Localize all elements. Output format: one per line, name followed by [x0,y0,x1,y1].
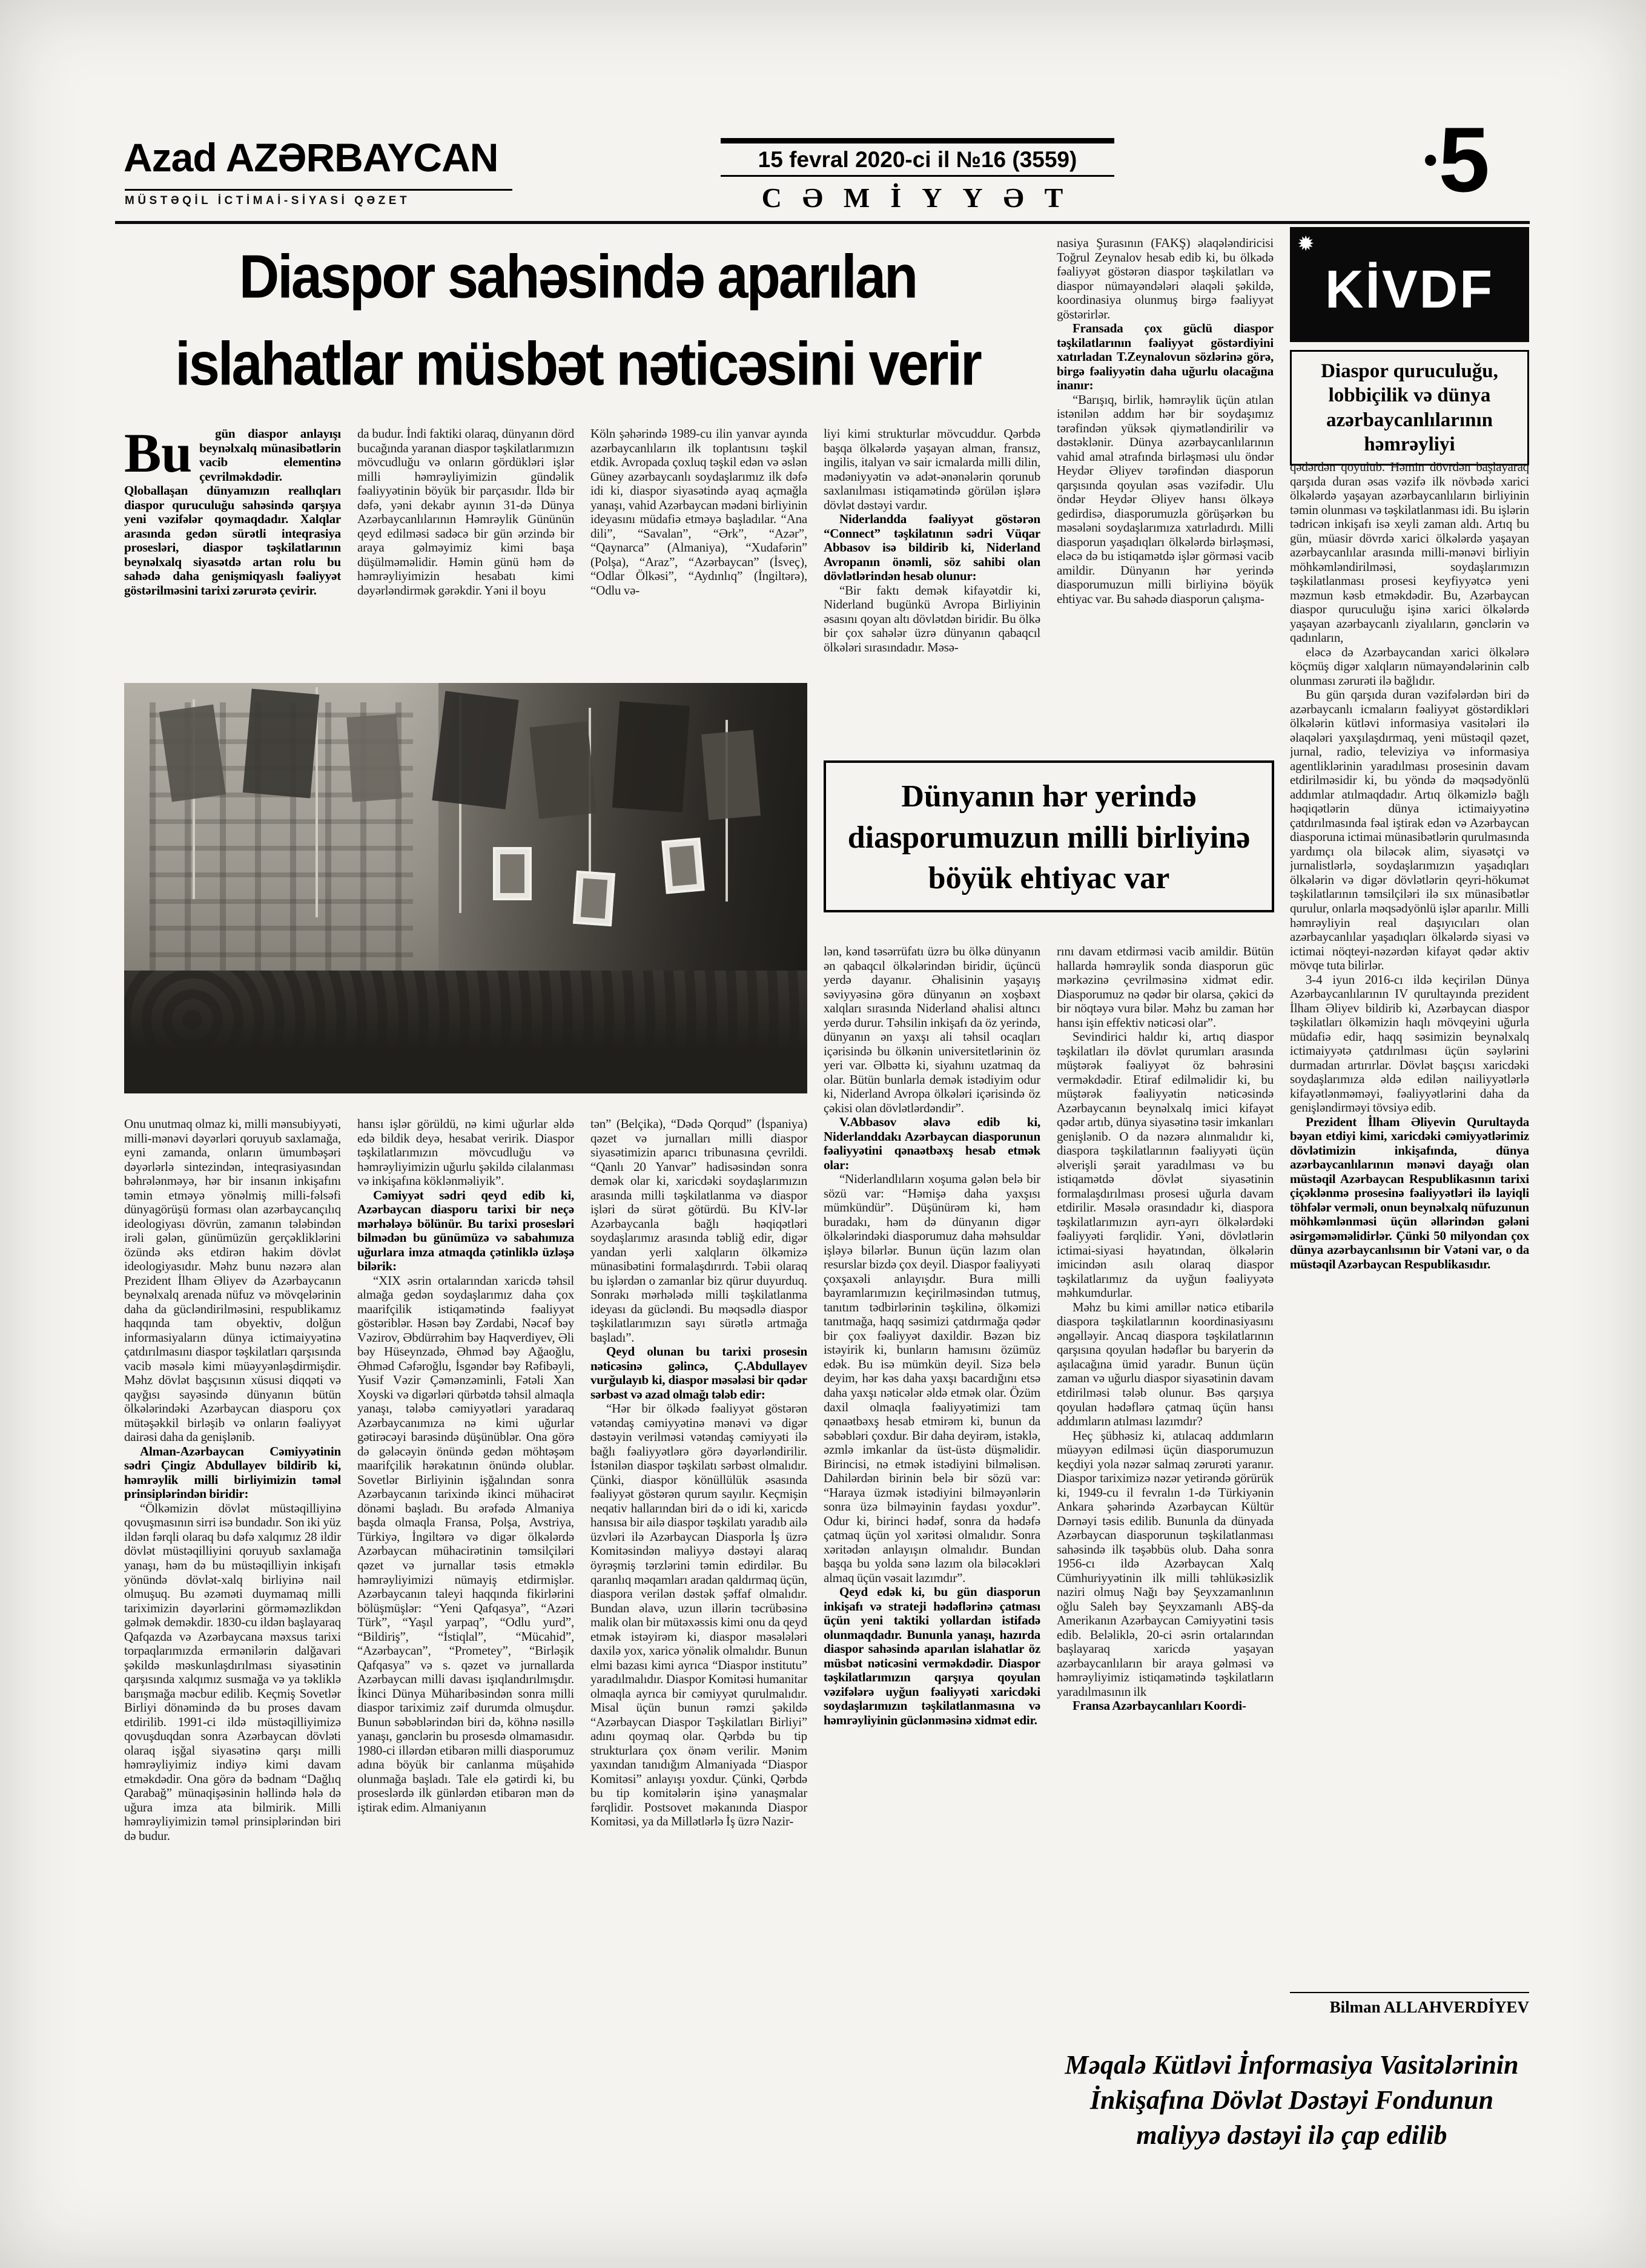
paper-name: Azad AZƏRBAYCAN [124,135,498,180]
lead-headline-line2: islahatlar müsbət nəticəsini verir [175,330,980,398]
second-headline-line1: Dünyanın hər yerində [901,779,1197,814]
paragraph: “Hər bir ölkədə fəaliyyət göstərən vətəndaş cəmiyyətinə mənəvi və digər dəstəyin verilməsi vətəndaş cəmiyyəti ilə bağlı fəaliyyətlərə görə dəyərləndirilir. İstənilən diaspor təşkilatı sərbəst olmalıdır. Çünki, diaspor könüllülük əsasında fəaliyyət göstərən qurum sayılır. Keçmişin neqativ hallarından biri də o idi ki, xaricdə hansısa bir ailə diaspor təşkilatı yaradıb ailə üzvləri ilə Azərbaycan Diasporla İş üzrə Komitəsindən maliyyə dəstəyi alaraq öyrəşmiş tərzlərini təmin edirdilər. Bu qaranlıq məqamları aradan qaldırmaq üçün, diaspora verilən dəstək şəffaf olmalıdır. Bundan əlavə, uzun illərin təcrübəsinə malik olan bir mütəxəssis kimi onu da qeyd etmək istəyirəm ki, diaspor məsələləri daxilə yox, xaricə yönəlik olmalıdır. Bunun elmi bazası kimi ayrıca “Diaspor institutu” yaradılmalıdır. Diaspor Komitəsi humanitar olmaqla ayrıca bir cəmiyyət qurulmalıdır. Misal üçün bunun rəmzi şəkildə “Azərbaycan Diaspor Təşkilatları Birliyi” adını qoymaq olar. Qərbdə bu tip strukturlara çox önəm verilir. Mənim yaxından tanıdığım Almaniyada “Diaspor Komitəsi” anlayışı yoxdur. Çünki, Qərbdə bu tip komitələrin işinə yanaşmalar fərqlidir. Postsovet məkanında Diaspor Komitəsi, ya da Millətlərlə İş üzrə Nazir- [590,1401,807,1829]
placard [661,837,704,894]
page-number [1424,108,1490,211]
funding-line2: İnkişafına Dövlət Dəstəyi Fondunun [1089,2085,1494,2115]
paragraph: Qeyd edək ki, bu gün diasporun inkişafı və strateji hədəflərinə çatması üçün yeni taktiki yollardan istifadə olunmaqdadır. Bununla yanaşı, hazırda diaspor sahəsində aparılan islahatlar öz müsbət nəticəsini verməkdədir. Diaspor təşkilatlarımızın qarşıya qoyulan vəzifələrə uyğun fəaliyyəti xaricdəki soydaşlarımızın təşkilatlanmasına və həmrəyliyinin güclənməsinə xidmət edir. [824,1584,1040,1727]
masthead [115,108,1530,224]
dropcap: Bu [124,427,193,484]
lead-headline-line1: Diaspor sahəsində aparılan [239,243,917,311]
paragraph: da budur. İndi faktiki olaraq, dünyanın dörd bucağında yaranan diaspor təşkilatlarımızın mövcudluğu və onların gördükləri işlər milli həmrəyliyimizin gündəlik fəaliyyətinin böyük bir parçasıdır. İldə bir dəfə, yəni dekabr ayının 31-də Dünya Azərbaycanlılarının Həmrəylik Gününün qeyd edilməsi sadəcə bir gün ərzində bir araya gəlməyimiz kimi başa düşülməməlidir. Həmin günü həm də həmrəyliyimizin hesabatı kimi dəyərləndirmək gərəkdir. Yəni il boyu [357,427,574,598]
paragraph: qədərdən qoyulub. Həmin dövrdən başlayaraq qarşıda duran əsas vəzifə ilk növbədə xarici ölkələrdə yaşayan azərbaycanlıların birliyinin təmin olunması və təşkilatlanması idi. Bu işlərin tədricən inkişafı isə xeyli zaman aldı. Artıq bu gün, müasir dövrdə xarici ölkələrdə yaşayan azərbaycanlılar arasında milli-mənəvi birliyin möhkəmləndirilməsi, soydaşlarımızın təşkilatlanması prosesi keyfiyyətcə yeni məzmun kəsb etməkdədir. Bu, Azərbaycan diaspor quruculuğu işinə xarici ölkələrdə yaşayan azərbaycanlı ziyalıların, gənclərin və qadınların, [1290,460,1529,645]
body-column-3 [590,1117,807,2183]
sidebar-caption: Diaspor quruculuğu, lobbiçilik və dünya azərbaycanlılarının həmrəyliyi [1290,350,1529,466]
lead-column-3 [590,427,807,680]
diaspora-rally-photo [124,683,807,1093]
date-block [721,138,1114,214]
paragraph: Köln şəhərində 1989-cu ilin yanvar ayında azərbaycanlıların ilk toplantısını təşkil etdik. Avropada çoxluq təşkil edən və əslən Güney azərbaycanlı soydaşlarımız ilk dəfə idi ki, diaspor siyasətində ayaq açmağla yanaşı, vahid Azərbaycan mədəni birliyinin ideyasını müdafiə etməyə başladılar. “Ana dili”, “Savalan”, “Ərk”, “Azər”, “Qaynarca” (Almaniya), “Xudafərin” (Polşa), “Araz”, “Azərbaycan” (İsveç), “Odlar Ölkəsi”, “Aydınlıq” (İngiltərə), “Odlu və- [590,427,807,598]
paragraph: nasiya Şurasının (FAKŞ) əlaqələndiricisi Toğrul Zeynalov hesab edib ki, bu ölkədə fəaliyyət göstərən diaspor təşkilatları və diaspor nümayəndələri əlaqəli şəkildə, koordinasiya olunmuş birgə fəaliyyət göstərirlər. [1057,236,1274,321]
paragraph: eləcə də Azərbaycandan xarici ölkələrə köçmüş digər xalqların nümayəndələrinin cəlb olunması zərurəti ilə bağlıdır. [1290,644,1529,688]
paragraph: Bu gün qarşıda duran vəzifələrdən biri də azərbaycanlı icmaların fəaliyyət göstərdikləri ölkələrin kütləvi informasiya vasitələri ilə əlaqələri yaxşılaşdırmaq, yeni müstəqil qəzet, jurnal, radio, televiziya və informasiya agentliklərinin yaradılması prosesinin davam etdirilməsidir ki, bu yöndə də məqsədyönlü addımlar atılmaqdadır. Artıq ölkəmizlə bağlı həqiqətlərin dünya ictimaiyyətinə çatdırılmasında fəal iştirak edən və Azərbaycan diasporuna ictimai münasibətlərin qurulmasında yardımçı ola biləcək alim, siyasətçi və jurnalistlərlə, soydaşlarımızın yaşadıqları ölkələrin və digər dövlətlərin qeyri-hökumət təşkilatlarının təmsilçiləri ilə sıx münasibətlər qurulur, onlarla məqsədyönlü işlər aparılır. Milli həmrəyliyin real daşıyıcıları olan azərbaycanlılar yaşadıqları ölkələrdə siyasi və ictimai nöqteyi-nəzərdən kifayət qədər aktiv mövqe tuta bilirlər. [1290,687,1529,973]
paragraph: Niderlandda fəaliyyət göstərən “Connect” təşkilatının sədri Vüqar Abbasov isə bildirib ki, Niderland Avropanın önəmli, söz sahibi olan dövlətlərindən hesab olunur: [824,512,1040,584]
sidebar-column [1290,460,1529,1974]
paragraph: “XIX əsrin ortalarından xaricdə təhsil almağa gedən soydaşlarımız daha çox maarifçilik istiqamətində fəaliyyət göstəriblər. Həsən bəy Zərdabi, Nəcəf bəy Vəzirov, Əbdürrəhim bəy Haqverdiyev, Əli bəy Hüseynzadə, Əhməd bəy Ağaoğlu, Əhməd Cəfəroğlu, İsgəndər bəy Rəfibəyli, Yusif Vəzir Çəmənzəminli, Fətəli Xan Xoyski və digərləri qürbətdə təhsil almaqla yanaşı, tələbə cəmiyyətləri yaradaraq Azərbaycanımıza nə kimi uğurlar gətirəcəyi barəsində düşünüblər. Ona görə də gələcəyin önündə gedən möhtəşəm maarifçilik hərəkatının önündə olublar. Sovetlər Birliyinin işğalından sonra Azərbaycanın tarixində ikinci mühacirət dönəmi başladı. Bu ərəfədə Almaniya başda olmaqla Fransa, Polşa, Avstriya, Türkiyə, İngiltərə və digər ölkələrdə Azərbaycan mühacirətinin təmsilçiləri qəzet və jurnallar təsis etməklə həmrəyliyimizi nümayiş etdirmişlər. Azərbaycanın taleyi haqqında fikirlərini bölüşmüşlər: “Yeni Qafqasya”, “Azəri Türk”, “Yaşıl yarpaq”, “Odlu yurd”, “Bildiriş”, “İstiqlal”, “Mücahid”, “Azərbaycan”, “Prometey”, “Birləşik Qafqasya” və s. qəzet və jurnallarda Azərbaycan milli davası işıqlandırılmışdır. İkinci Dünya Müharibəsindən sonra milli diaspor tariximiz zəif durumda olmuşdur. Bunun səbəblərindən biri də, köhnə nəsillə yanaşı, gənclərin bu prosesdə olmamasıdır. 1980-ci illərdən etibarən milli diasporumuz adına böyük bir canlanma müşahidə olunmağa başladı. Tale elə gətirdi ki, bu proseslərdə ilk günlərdən etibarən mən də iştirak edim. Almaniyanın [357,1273,574,1815]
lead-column-2 [357,427,574,680]
paragraph: Alman-Azərbaycan Cəmiyyətinin sədri Çingiz Abdullayev bildirib ki, həmrəylik milli birliyimizin təməl prinsiplərindən biridir: [124,1443,341,1502]
flag [612,701,690,813]
date-line: 15 fevral 2020-ci il №16 (3559) [721,138,1114,177]
body-column-5 [1057,944,1274,2033]
paragraph: hansı işlər görüldü, nə kimi uğurlar əldə edə bildik deyə, hesabat veririk. Diaspor təşkilatlarımızın mövcudluğu və həmrəyliyimizin uğurlu şəkildə cilalanması və inkişafına köklənməliyik”. [357,1117,574,1188]
paragraph: tən” (Belçika), “Dədə Qorqud” (İspaniya) qəzet və jurnalları milli diaspor siyasətimizin aparıcı tribunasına çevrildi. “Qanlı 20 Yanvar” hadisəsindən sonra demək olar ki, xaricdəki soydaşlarımızın arasında milli təşkilatlanma və diaspor işləri də sürət götürdü. Bu KİV-lər Azərbaycanla bağlı həqiqətləri soydaşlarımız arasında təbliğ edir, digər yandan yerli xalqların ölkəmizə münasibətini formalaşdırırdı. Təbii olaraq bu işlərdən o zamanlar biz qürur duyurduq. Sonrakı mərhələdə milli təşkilatlanma ideyası da gücləndi. Bu məqsədlə diaspor təşkilatlarımızın sayı sürətlə artmağa başladı”. [590,1117,807,1345]
paragraph: Prezident İlham Əliyevin Qurultayda bəyan etdiyi kimi, xaricdəki cəmiyyətlərimiz dövlətimizin inkişafında, dünya azərbaycanlılarının mənəvi dayağı olan müstəqil Azərbaycan Respublikasının tarixi çiçəklənmə prosesinə fəaliyyətləri ilə layiqli töhfələr verməli, onun beynəlxalq nüfuzunun möhkəmlənməsi üçün əllərindən gələni əsirgəməməlidirlər. Çünki 50 milyondan çox dünya azərbaycanlısının bir Vətəni var, o da müstəqil Azərbaycan Respublikasıdır. [1290,1114,1529,1271]
funding-line3: maliyyə dəstəyi ilə çap edilib [1136,2120,1447,2151]
sun-icon: ✹ [1297,233,1315,255]
paper-subtitle: MÜSTƏQİL İCTİMAİ-SİYASİ QƏZET [125,189,512,208]
body-column-2 [357,1117,574,2183]
paragraph: Sevindirici haldır ki, artıq diaspor təşkilatları ilə dövlət qurumları arasında müştərək fəaliyyət öz bəhrəsini verməkdədir. Etiraf edilməlidir ki, bu müştərək fəaliyyətin nəticəsində Azərbaycanın beynəlxalq imici kifayət qədər artıb, dünya siyasətinə təsir imkanları genişlənib. O da nəzərə alınmalıdır ki, diaspora təşkilatlarının fəaliyyəti üçün əlverişli şərait yaradılması və bu istiqamətdə dövlət siyasətinin formalaşdırılması prosesi uğurla davam etdirilir. Məsələ orasındadır ki, diaspora təşkilatlarımızın ayrı-ayrı ölkələrdəki fəaliyyəti fərqlidir. Yəni, dövlətlərin ictimai-siyasi həyatından, ölkələrin imicindən asılı olaraq diaspor təşkilatlarımız da uyğun fəaliyyətə məhkumdurlar. [1057,1029,1274,1300]
funding-line1: Məqalə Kütləvi İnformasiya Vasitələrinin [1065,2050,1519,2080]
body-column-1 [124,1117,341,2183]
page-number-bullet: • [1424,138,1438,182]
crowd [124,971,807,1093]
placard [493,847,532,900]
paragraph: liyi kimi strukturlar mövcuddur. Qərbdə başqa ölkələrdə yaşayan alman, fransız, ingilis, italyan və sair icmalarda milli dilin, mədəniyyətin və adət-ənənələrin qorunub saxlanılması istiqamətində görülən işlərə dövlət dəstəyi vardır. [824,427,1040,512]
lead-column-1 [124,427,341,680]
paragraph: gün diaspor anlayışı beynəlxalq münasibətlərin vacib elementinə çevrilməkdədir. Qloballaşan dünyamızın reallıqları diaspor quruculuğu sahəsində qarşıya yeni vəzifələr qoymaqdadır. Xalqlar arasında gedən sürətli inteqrasiya prosesləri, diaspor təşkilatlarının beynəlxalq siyasətdə artan rolu bu sahədə daha genişmiqyaslı fəaliyyət göstərilməsini tarixi zərurətə çevirir. [124,427,341,598]
lead-headline [124,234,1031,407]
paragraph: Qeyd olunan bu tarixi prosesin nəticəsinə gəlincə, Ç.Abdullayev vurğulayıb ki, diaspor məsələsi bir qədər sərbəst və azad olmağı tələb edir: [590,1344,807,1402]
flag [346,714,402,802]
funding-notice [1054,2048,1530,2153]
paragraph: rını davam etdirməsi vacib amildir. Bütün hallarda həmrəylik sonda diasporun güc mərkəzinə çevrilməsinə xidmət edir. Diasporumuz nə qədər bir olarsa, çəkici də bir nöqtəyə vura bilər. Məhz bu zaman hər hansı işin effektiv nəticəsi olar”. [1057,944,1274,1030]
paragraph: “Ölkəmizin dövlət müstəqilliyinə qovuşmasının sirri isə bundadır. Son iki yüz ildən fərqli olaraq bu dəfə xalqımız 28 ildir dövlət müstəqilliyini qoruyub saxlamağa yanaşı, həm də bu müstəqilliyin inkişafı yönündə dövlət-xalq birliyinə nail olmuşuq. Bu əzəməti duymamaq milli tariximizin dəyərlərini görməməzlikdən gəlmək deməkdir. 1830-cu ildən başlayaraq Qafqazda və Azərbaycana məxsus tarixi torpaqlarımızda ermənilərin dalğavari şəkildə məskunlaşdırılması siyasətinin qarşısında xalqımız susmağa və ya təkliklə barışmağa məcbur edilib. Keçmiş Sovetlər Birliyi dönəmində də bu proses davam etdirilib. 1991-ci ildə müstəqilliyimizə qovuşduqdan sonra Azərbaycan dövləti olaraq işğal siyasətinə qarşı milli həmrəyliyimiz indiyə kimi davam etməkdədir. Ona görə də bədnam “Dağlıq Qarabağ” münaqişəsinin həllində hələ də uğura imza ata bilmirik. Milli həmrəyliyimizin təməl prinsiplərindən biri də budur. [124,1500,341,1843]
paragraph: V.Abbasov əlavə edib ki, Niderlanddakı Azərbaycan diasporunun fəaliyyətini qənaətbəxş hesab etmək olar: [824,1115,1040,1172]
paragraph: Fransada çox güclü diaspor təşkilatlarının fəaliyyət göstərdiyini xatırladan T.Zeynalovun sözlərinə görə, birgə fəaliyyətin daha uğurlu olacağına inanır: [1057,321,1274,393]
paragraph: “Niderlandlıların xoşuma gələn belə bir sözü var: “Həmişə daha yaxşısı mümkündür”. Düşünürəm ki, həm buradakı, həm də dünyanın digər ölkələrindəki diasporumuz daha məhsuldar işləyə bilərlər. Bunun üçün lazım olan resurslar bizdə çox deyil. Diaspor fəaliyyəti çoxşaxəli anlayışdır. Bura milli bayramlarımızın keçirilməsindən tutmuş, tanıtım tədbirlərinin təşkilinə, ölkəmizi tanıtmağa, haqq səsimizi çatdırmağa qədər bir çox fəaliyyət daxildir. Bəzən biz istəyirik ki, bunların hamısını özümüz edək. Bu isə mümkün deyil. Sizə belə deyim, hər kəs daha yaxşı bacardığını etsə daha yaxşı nəticələr əldə etmək olar. Özüm daxil olmaqla fəaliyyətimizi tam qənaətbəxş hesab etmirəm ki, bunun da səbəbləri çoxdur. Bir daha deyirəm, istəklə, əzmlə imkanlar da üst-üstə düşməlidir. Birincisi, nə etmək istədiyini bilməlisən. Dahilərdən birinin belə bir sözü var: “Haraya üzmək istədiyini bilməyənlərin sonra üzə bilməyinin faydası yoxdur”. Odur ki, birinci hədəf, sonra da hədəfə çatmaq üçün yol xəritəsi olmalıdır. Sonra xəritədən anlayışın olmalıdır. Bundan başqa bu yolda sənə lazım ola biləcəkləri almaq üçün vəsait lazımdır”. [824,1172,1040,1585]
flag [529,721,597,819]
paragraph: lən, kənd təsərrüfatı üzrə bu ölkə dünyanın ən qabaqcıl ölkələrindən biridir, üçüncü yerdə dayanır. Əhalisinin yaşayış səviyyəsinə görə dünyanın ən xoşbəxt xalqları sırasında Niderland əhalisi altıncı yerdə durur. Təhsilin inkişafı da öz yerində, dünyanın ən yaxşı ali təhsil ocaqları içərisində bu ölkənin universitetlərinin öz yeri var. Əlbəttə ki, siyahını uzatmaq da olar. Bütün bunlarla demək istədiyim odur ki, Niderland Avropa ölkələri içərisində öz çəkisi olan dövlətlərdəndir”. [824,944,1040,1115]
flag [701,730,761,820]
paragraph: Heç şübhəsiz ki, atılacaq addımların müəyyən edilməsi üçün diasporumuzun keçdiyi yola nəzər salmaq zərurəti yaranır. Diaspor tariximizə nəzər yetirəndə görürük ki, 1949-cu il fevralın 1-də Türkiyənin Ankara şəhərində Azərbaycan Kültür Dərnəyi təsis edilib. Bununla da dünyada Azərbaycan diasporunun təşkilatlanması sahəsində ilk təşəbbüs olub. Daha sonra 1956-cı ildə Azərbaycan Xalq Cümhuriyyətinin ilk milli təhlükəsizlik naziri olmuş Nağı bəy Şeyxzamanlının oğlu Saleh bəy Şeyxzamanlı ABŞ-da Amerikanın Azərbaycan Cəmiyyətini təsis edib. Beləliklə, 20-ci əsrin ortalarından başlayaraq xaricdə yaşayan azərbaycanlıların bir araya gəlməsi və həmrəyliyimiz istiqamətində təşkilatların yaradılmasının ilk [1057,1428,1274,1699]
paragraph: “Barışıq, birlik, həmrəylik üçün atılan istənilən addım hər bir soydaşımız tərəfindən yüksək qiymətləndirilir və dəstəklənir. Dünya azərbaycanlılarının vahid amal ətrafında birləşməsi ulu öndər Heydər Əliyev tərəfindən diasporun qarşısında qoyulan əsas vəzifədir. Ulu öndər Heydər Əliyev hansı ölkəyə gedirdisə, diasporumuzla görüşərkən bu məsələni soydaşlarımıza xatırladırdı. Milli diasporun yaşadıqları ölkələrdə birləşməsi, eləcə də bu istiqamətdə işlər görməsi vacib amildir. Dünyanın hər yerində diasporumuzun milli birliyinə böyük ehtiyac var. Bu sahədə diasporun çalışma- [1057,392,1274,606]
paragraph: Fransa Azərbaycanlıları Koordi- [1073,1698,1246,1713]
flag [243,688,320,798]
kivdf-logo-text: KİVDF [1325,259,1494,319]
placard [573,871,615,926]
second-headline [824,760,1274,912]
paragraph: 3-4 iyun 2016-cı ildə keçirilən Dünya Azərbaycanlılarının IV qurultayında prezident İlham Əliyev bildirib ki, Azərbaycan diaspor təşkilatları ölkəmizin haqlı mövqeyini uğurla müdafiə edir, haqq səsimizin beynəlxalq ictimaiyyətə çatdırılması üçün səylərini durmadan artırırlar. Dövlət başçısı xaricdəki soydaşlarımıza əldə edilən nailiyyətlərlə kifayətlənməməyi, fəaliyyətlərini daha da genişləndirməyi tövsiyə edib. [1290,972,1529,1115]
body-column-4 [824,944,1040,2183]
section-name: CƏMİYYƏT [761,182,1084,213]
byline: Bilman ALLAHVERDİYEV [1290,1992,1529,2017]
second-headline-line3: böyük ehtiyac var [928,861,1170,896]
paragraph: Cəmiyyət sədri qeyd edib ki, Azərbaycan diasporu tarixi bir neçə mərhələyə bölünür. Bu tarixi prosesləri bilmədən bu günümüzə və sabahımıza uğurlara imza atmaqda çətinliklə üzləşə bilərik: [357,1187,574,1274]
paragraph: Onu unutmaq olmaz ki, milli mənsubiyyəti, milli-mənəvi dəyərləri qoruyub saxlamağa, eyni zamanda, onların ümumbəşəri dəyərlərlə sintezindən, inteqrasiyasından bəhrələnməyə, hər bir insanın inkişafını təmin etməyə yönəlmiş milli-fəlsəfi dünyagörüşü forması olan azərbaycançılıq ideologiyası dövrün, zamanın tələbindən irəli gələn, günümüzün gerçəkliklərini özündə əks etdirən hakim dövlət ideologiyasıdır. Məhz bunu nəzərə alan Prezident İlham Əliyev də Azərbaycanın beynəlxalq arenada nüfuz və mövqelərinin daha da gücləndirilməsini, respublikamız haqqında tam obyektiv, dolğun informasiyaların dünya ictimaiyyətinə çatdırılmasını diaspor təşkilatları qarşısında vacib məsələ kimi müəyyənləşdirmişdir. Məhz dövlət başçısının xüsusi diqqəti və qayğısı sayəsində dünyanın bütün ölkələrindəki Azərbaycan diasporu çox mütəşəkkil birləşib və onların fəaliyyət dairəsi daha da genişlənib. [124,1117,341,1445]
second-headline-line2: diasporumuzun milli birliyinə [847,820,1251,855]
page-number-value: 5 [1438,108,1490,211]
paragraph: “Bir faktı demək kifayətdir ki, Niderland bugünkü Avropa Birliyinin əsasını qoyan altı dövlətdən biridir. Bu ölkə bir çox sahələr üzrə dünyanın qabaqcıl ölkələri sırasındadır. Məsə- [824,582,1040,654]
flag [432,691,518,810]
lead-column-4 [824,427,1040,745]
continuation-column-top [1057,236,1274,743]
kivdf-logo-box [1290,227,1529,342]
paragraph: Məhz bu kimi amillər nəticə etibarilə diaspora təşkilatlarının koordinasiyasını əngəlləyir. Ancaq diaspora təşkilatlarının qarşısına qoyulan hədəflər bu baryerin də aşılacağına ümid yaradır. Bunun üçün zaman və uğurlu diaspor siyasətinin davam etdirilməsi tələb olunur. Bəs qarşıya qoyulan hədəflərə çatmaq üçün hansı addımların atılması lazımdır? [1057,1299,1274,1429]
